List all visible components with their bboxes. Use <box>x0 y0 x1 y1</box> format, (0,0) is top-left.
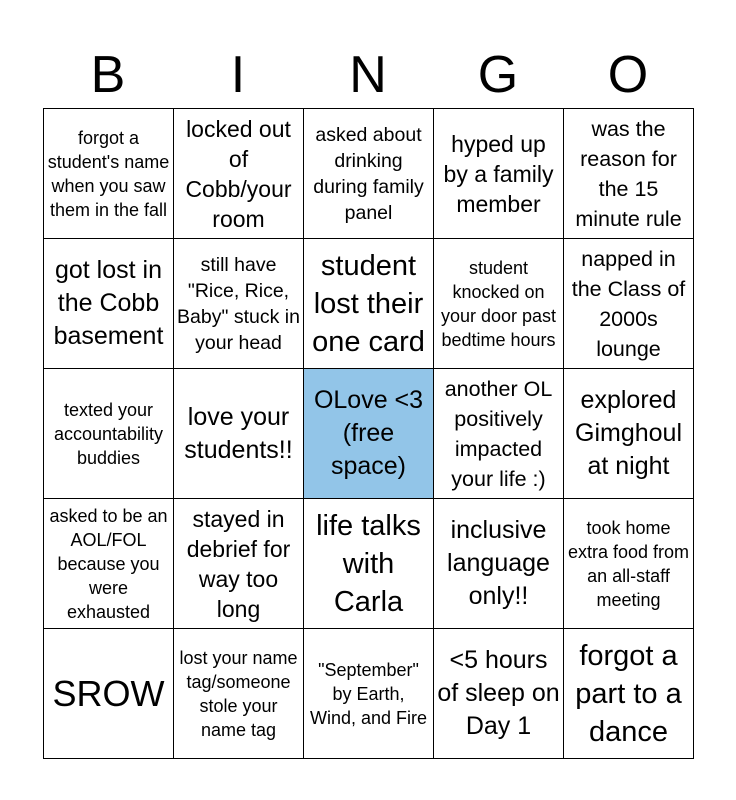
bingo-cell-text: OLove <3 (free space) <box>313 386 424 480</box>
header-letter-g: G <box>477 46 519 104</box>
header-letter-o: O <box>607 46 649 104</box>
bingo-cell-r4c3[interactable] <box>304 499 434 629</box>
bingo-cell-r5c5[interactable] <box>564 629 694 759</box>
bingo-cell-text: stayed in debrief for way too long <box>186 505 291 622</box>
bingo-cell-text: lost your name tag/someone stole your name tag <box>179 647 298 740</box>
bingo-cell-text: explored Gimghoul at night <box>575 386 682 480</box>
bingo-cell-r3c1[interactable] <box>44 369 174 499</box>
bingo-cell-text: asked to be an AOL/FOL because you were exhausted <box>49 505 168 622</box>
header-letter-b: B <box>90 46 126 104</box>
bingo-cell-text: napped in the Class of 2000s lounge <box>571 246 686 361</box>
bingo-cell-r3c2[interactable] <box>174 369 304 499</box>
header-letter-i: I <box>230 46 246 104</box>
bingo-cell-text: asked about drinking during family panel <box>313 123 424 224</box>
bingo-cell-text: forgot a student's name when you saw them in the fall <box>47 127 170 220</box>
bingo-cell-r5c4[interactable] <box>434 629 564 759</box>
bingo-cell-text: texted your accountability buddies <box>53 399 164 468</box>
bingo-cell-r2c2[interactable] <box>174 239 304 369</box>
bingo-cell-text: "September" by Earth, Wind, and Fire <box>309 659 428 728</box>
bingo-cell-r4c4[interactable] <box>434 499 564 629</box>
bingo-board <box>43 108 694 759</box>
bingo-cell-text: locked out of Cobb/your room <box>185 115 292 232</box>
bingo-cell-r4c1[interactable] <box>44 499 174 629</box>
bingo-cell-text: SROW <box>52 672 165 714</box>
bingo-cell-r5c3[interactable] <box>304 629 434 759</box>
bingo-cell-text: forgot a part to a dance <box>575 639 682 748</box>
bingo-cell-r3c5[interactable] <box>564 369 694 499</box>
bingo-cell-text: got lost in the Cobb basement <box>53 256 164 350</box>
bingo-cell-r1c4[interactable] <box>434 109 564 239</box>
bingo-cell-text: student lost their one card <box>312 249 425 358</box>
bingo-cell-text: student knocked on your door past bedtime hours <box>440 257 557 350</box>
bingo-cell-r3c4[interactable] <box>434 369 564 499</box>
bingo-cell-r4c5[interactable] <box>564 499 694 629</box>
bingo-cell-text: <5 hours of sleep on Day 1 <box>437 646 560 740</box>
bingo-cell-r4c2[interactable] <box>174 499 304 629</box>
bingo-cell-r2c3[interactable] <box>304 239 434 369</box>
bingo-cell-text: still have "Rice, Rice, Baby" stuck in your head <box>177 253 300 354</box>
bingo-cell-r2c4[interactable] <box>434 239 564 369</box>
bingo-cell-r1c5[interactable] <box>564 109 694 239</box>
header-letter-n: N <box>349 46 387 104</box>
bingo-cell-text: inclusive language only!! <box>447 516 550 610</box>
bingo-cell-free-space[interactable] <box>304 369 434 499</box>
bingo-cell-text: love your students!! <box>184 402 293 464</box>
bingo-cell-r2c1[interactable] <box>44 239 174 369</box>
bingo-header <box>43 40 693 108</box>
bingo-cell-r1c2[interactable] <box>174 109 304 239</box>
bingo-cell-r1c3[interactable] <box>304 109 434 239</box>
bingo-cell-r1c1[interactable] <box>44 109 174 239</box>
bingo-cell-text: hyped up by a family member <box>443 130 554 217</box>
bingo-cell-text: took home extra food from an all-staff meeting <box>567 517 690 610</box>
bingo-cell-text: was the reason for the 15 minute rule <box>575 116 682 231</box>
bingo-cell-r5c1[interactable] <box>44 629 174 759</box>
bingo-cell-r2c5[interactable] <box>564 239 694 369</box>
bingo-cell-text: life talks with Carla <box>316 509 421 618</box>
bingo-cell-r5c2[interactable] <box>174 629 304 759</box>
bingo-cell-text: another OL positively impacted your life :) <box>444 376 553 491</box>
